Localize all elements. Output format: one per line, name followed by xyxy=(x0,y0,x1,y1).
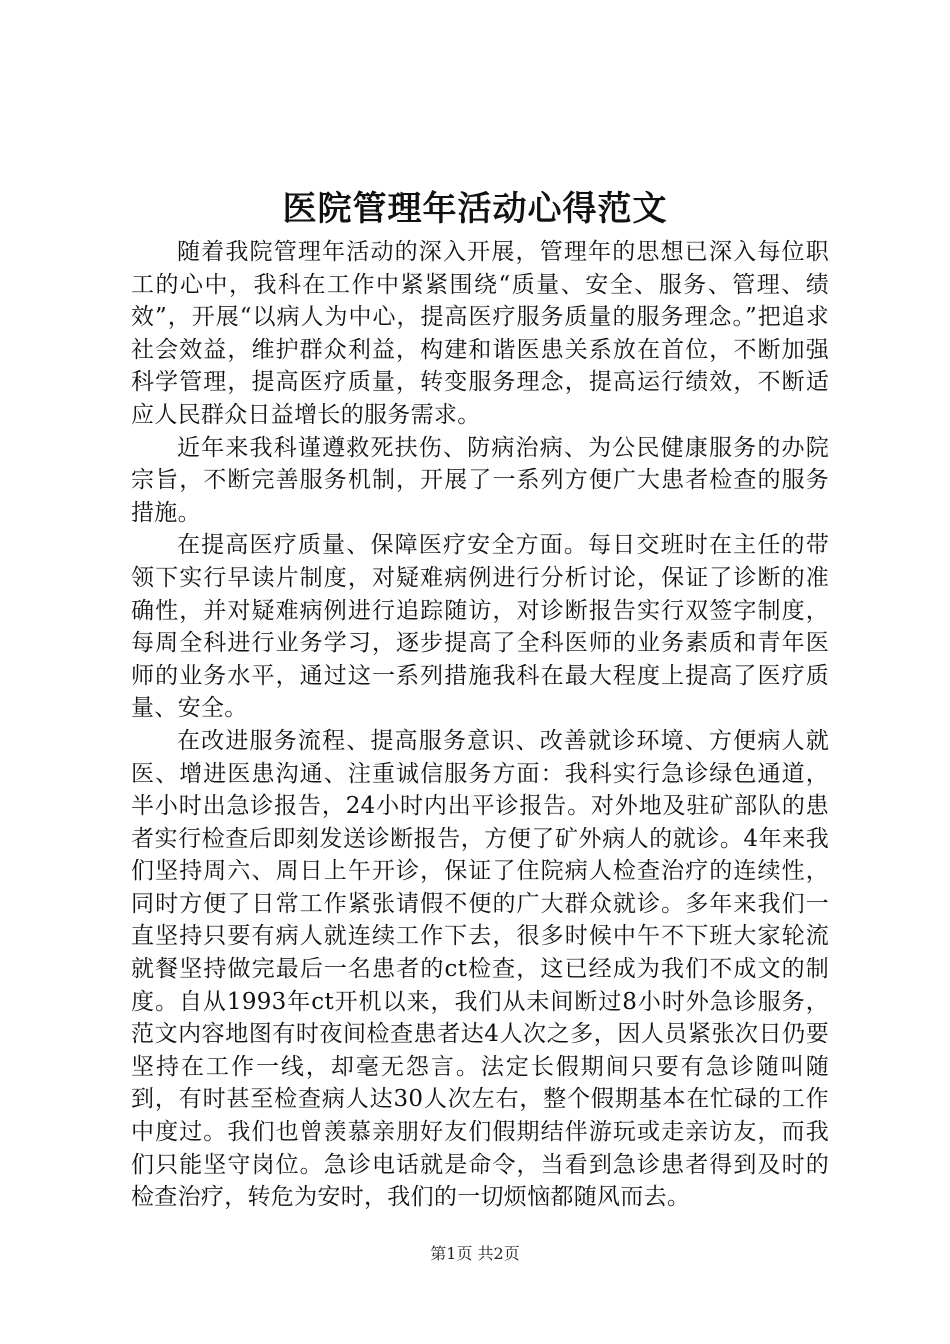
paragraph: 在改进服务流程、提高服务意识、改善就诊环境、方便病人就医、增进医患沟通、注重诚信服务方面：我科实行急诊绿色通道，半小时出急诊报告，24小时内出平诊报告。对外地及驻矿部队的患者实行检查后即刻发送诊断报告，方便了矿外病人的就诊。4年来我们坚持周六、周日上午开诊，保证了住院病人检查治疗的连续性，同时方便了日常工作紧张请假不便的广大群众就诊。多年来我们一直坚持只要有病人就连续工作下去，很多时候中午不下班大家轮流就餐坚持做完最后一名患者的ct检查，这已经成为我们不成文的制度。自从1993年ct开机以来，我们从未间断过8小时外急诊服务，范文内容地图有时夜间检查患者达4人次之多，因人员紧张次日仍要坚持在工作一线，却毫无怨言。法定长假期间只要有急诊随叫随到，有时甚至检查病人达30人次左右，整个假期基本在忙碌的工作中度过。我们也曾羡慕亲朋好友们假期结伴游玩或走亲访友，而我们只能坚守岗位。急诊电话就是命令，当看到急诊患者得到及时的检查治疗，转危为安时，我们的一切烦恼都随风而去。 xyxy=(131,727,829,1211)
document-title: 医院管理年活动心得范文 xyxy=(282,189,668,229)
page-footer: 第1页 共2页 xyxy=(430,1244,520,1263)
paragraph: 近年来我科谨遵救死扶伤、防病治病、为公民健康服务的办院宗旨，不断完善服务机制，开展了一系列方便广大患者检查的服务措施。 xyxy=(131,434,829,526)
document-body xyxy=(131,236,829,1214)
paragraph: 在提高医疗质量、保障医疗安全方面。每日交班时在主任的带领下实行早读片制度，对疑难病例进行分析讨论，保证了诊断的准确性，并对疑难病例进行追踪随访，对诊断报告实行双签字制度，每周全科进行业务学习，逐步提高了全科医师的业务素质和青年医师的业务水平，通过这一系列措施我科在最大程度上提高了医疗质量、安全。 xyxy=(131,532,829,722)
paragraph: 随着我院管理年活动的深入开展，管理年的思想已深入每位职工的心中，我科在工作中紧紧围绕“质量、安全、服务、管理、绩效”，开展“以病人为中心，提高医疗服务质量的服务理念。”把追求社会效益，维护群众利益，构建和谐医患关系放在首位，不断加强科学管理，提高医疗质量，转变服务理念，提高运行绩效，不断适应人民群众日益增长的服务需求。 xyxy=(131,239,829,428)
